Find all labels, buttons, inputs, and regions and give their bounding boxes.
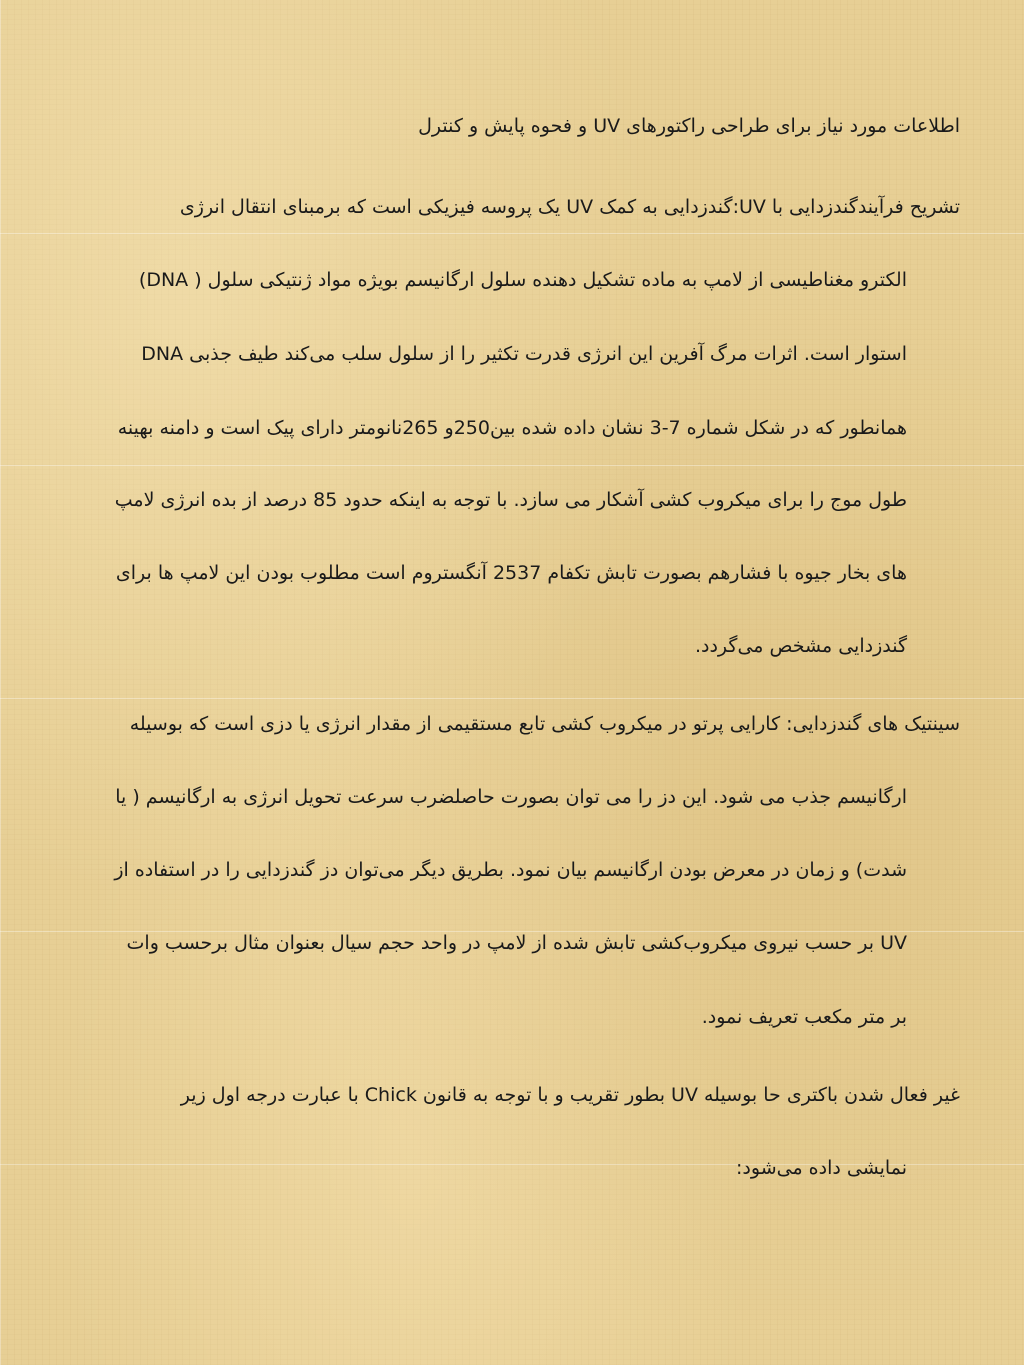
paragraph-line: استوار است. اثرات مرگ آفرین این انرژی قدرت تکثیر را از سلول سلب می‌کند طیف جذبی DNA [141, 343, 907, 365]
paragraph-line: طول موج را برای میکروب کشی آشکار می سازد. با توجه به اینکه حدود 85 درصد از بده انرژی لامپ [114, 489, 907, 511]
texture-seam [0, 465, 1024, 466]
paragraph-line: همانطور که در شکل شماره 7-3 نشان داده شده بین250و 265نانومتر دارای پیک است و دامنه بهینه [117, 417, 907, 439]
document-heading: اطلاعات مورد نیاز برای طراحی راکتورهای UV و فحوه پایش و کنترل [418, 115, 960, 137]
paragraph-line: بر متر مکعب تعریف نمود. [701, 1006, 907, 1028]
paragraph-line: تشریح فرآیندگندزدایی با UV:گندزدایی به کمک UV یک پروسه فیزیکی است که برمبنای انتقال انرژی [179, 196, 960, 218]
paragraph-line: سینتیک های گندزدایی: کارایی پرتو در میکروب کشی تابع مستقیمی از مقدار انرژی یا دزی است که بوسیله [129, 713, 960, 735]
paragraph-line: غیر فعال شدن باکتری حا بوسیله UV بطور تقریب و با توجه به قانون Chick با عبارت درجه اول زیر [180, 1084, 960, 1106]
paragraph-line: الکترو مغناطیسی از لامپ به ماده تشکیل دهنده سلول ارگانیسم بویژه مواد ژنتیکی سلول ( DNA) [138, 269, 907, 291]
texture-seam [0, 698, 1024, 699]
texture-seam [0, 233, 1024, 234]
texture-seam [0, 0, 1, 1365]
paragraph-line: شدت) و زمان در معرض بودن ارگانیسم بیان نمود. بطریق دیگر می‌توان دز گندزدایی را در استفاده از [114, 859, 907, 881]
paragraph-line: نمایشی داده می‌شود: [736, 1157, 907, 1179]
paragraph-line: های بخار جیوه با فشارهم بصورت تابش تکفام 2537 آنگستروم است مطلوب بودن این لامپ ها برای [115, 562, 907, 584]
paragraph-line: گندزدایی مشخص می‌گردد. [694, 635, 907, 657]
paragraph-line: ارگانیسم جذب می شود. این دز را می توان بصورت حاصلضرب سرعت تحویل انرژی به ارگانیسم ( یا [115, 786, 907, 808]
paragraph-line: UV بر حسب نیروی میکروب‌کشی تابش شده از لامپ در واحد حجم سیال بعنوان مثال برحسب وات [126, 932, 907, 954]
